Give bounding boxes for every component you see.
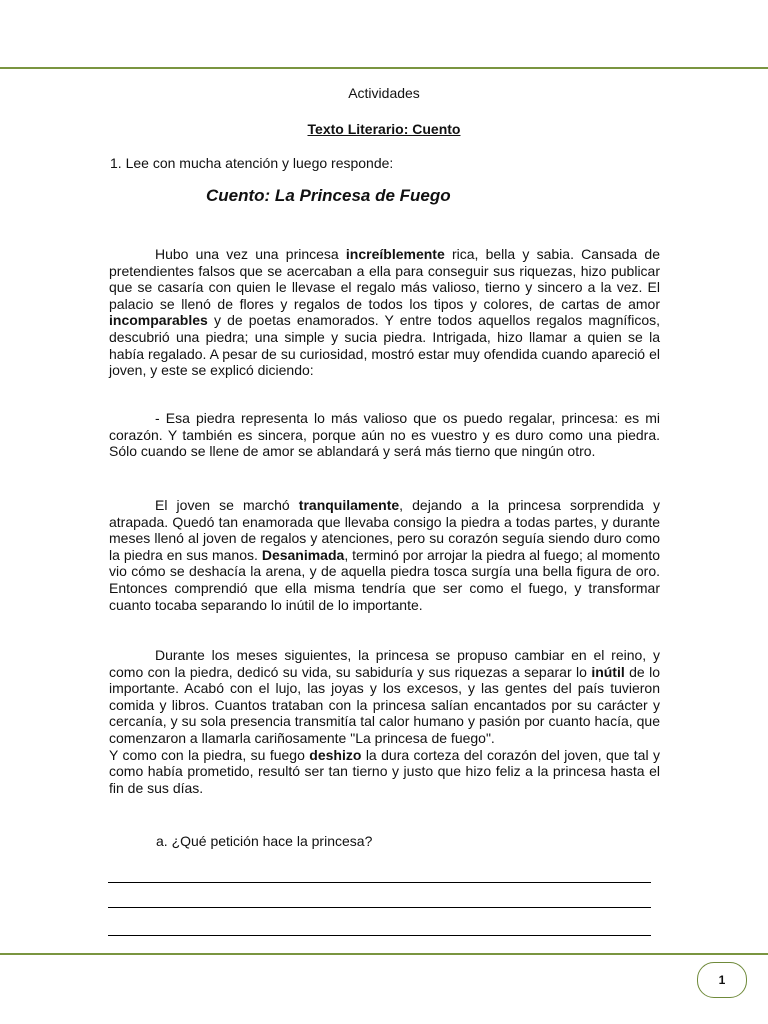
- answer-line[interactable]: [108, 935, 651, 936]
- top-rule: [0, 67, 768, 69]
- bold-word: tranquilamente: [298, 497, 400, 513]
- bold-word: inútil: [591, 663, 625, 680]
- page-number: 1: [718, 973, 726, 987]
- instruction-text: 1. Lee con mucha atención y luego responde:: [110, 155, 394, 171]
- page-heading: Actividades: [348, 85, 420, 101]
- story-paragraph-3: El joven se marchó tranquilamente, dejando a la princesa sorprendida y atrapada. Quedó tan enamorada que llevaba consigo la piedra a todas partes, y durante meses llenó al joven de regalos y atenciones, pero su corazón seguía siendo duro como la piedra en sus manos. Desanimada, terminó por arrojar la piedra al fuego; al momento vio cómo se deshacía la arena, y de aquella piedra tosca surgía una bella figura de oro. Entonces comprendió que ella misma tendría que ser como el fuego, y transformar cuanto tocaba separando lo inútil de lo importante.: [109, 497, 661, 613]
- story-title: Cuento: La Princesa de Fuego: [206, 186, 451, 205]
- section-subheading: Texto Literario: Cuento: [307, 121, 461, 137]
- answer-line[interactable]: [108, 907, 651, 908]
- page-number-badge: [697, 962, 747, 998]
- story-paragraph-4: Durante los meses siguientes, la princesa se propuso cambiar en el reino, y como con la piedra, dedicó su vida, su sabiduría y sus riquezas a separar lo inútil de lo importante. Acabó con el lujo, las joyas y los excesos, y las gentes del país tuvieron comida y libros. Cuantos trataban con la princesa salían encantados por su carácter y cercanía, y su sola presencia transmitía tal calor humano y pasión por cuanto hacía, que comenzaron a llamarla cariñosamente "La princesa de fuego". Y como con la piedra, su fuego deshizo la dura corteza del corazón del joven, que tal y como había prometido, resultó ser tan tierno y justo que hizo feliz a la princesa hasta el fin de sus días.: [109, 647, 661, 796]
- answer-line[interactable]: [108, 882, 651, 883]
- bold-word: deshizo: [309, 746, 362, 763]
- bold-word: Desanimada: [261, 546, 345, 563]
- story-paragraph-1: Hubo una vez una princesa increíblemente rica, bella y sabia. Cansada de pretendientes falsos que se acercaban a ella para conseguir sus riquezas, hizo publicar que se casaría con quien le llevase el regalo más valioso, tierno y sincero a la vez. El palacio se llenó de flores y regalos de todos los tipos y colores, de cartas de amor incomparables y de poetas enamorados. Y entre todos aquellos regalos magníficos, descubrió una piedra; una simple y sucia piedra. Intrigada, hizo llamar a quien se la había regalado. A pesar de su curiosidad, mostró estar muy ofendida cuando apareció el joven, y este se explicó diciendo:: [109, 246, 660, 379]
- bold-word: increíblemente: [345, 246, 445, 262]
- bottom-rule: [0, 953, 768, 955]
- bold-word: incomparables: [109, 312, 208, 329]
- question-a: a. ¿Qué petición hace la princesa?: [156, 833, 373, 849]
- story-paragraph-2: - Esa piedra representa lo más valioso que os puedo regalar, princesa: es mi corazón. Y también es sincera, porque aún no es vuestro y es duro como una piedra. Sólo cuando se llene de amor se ablandará y será más tierno que ningún otro.: [109, 410, 660, 460]
